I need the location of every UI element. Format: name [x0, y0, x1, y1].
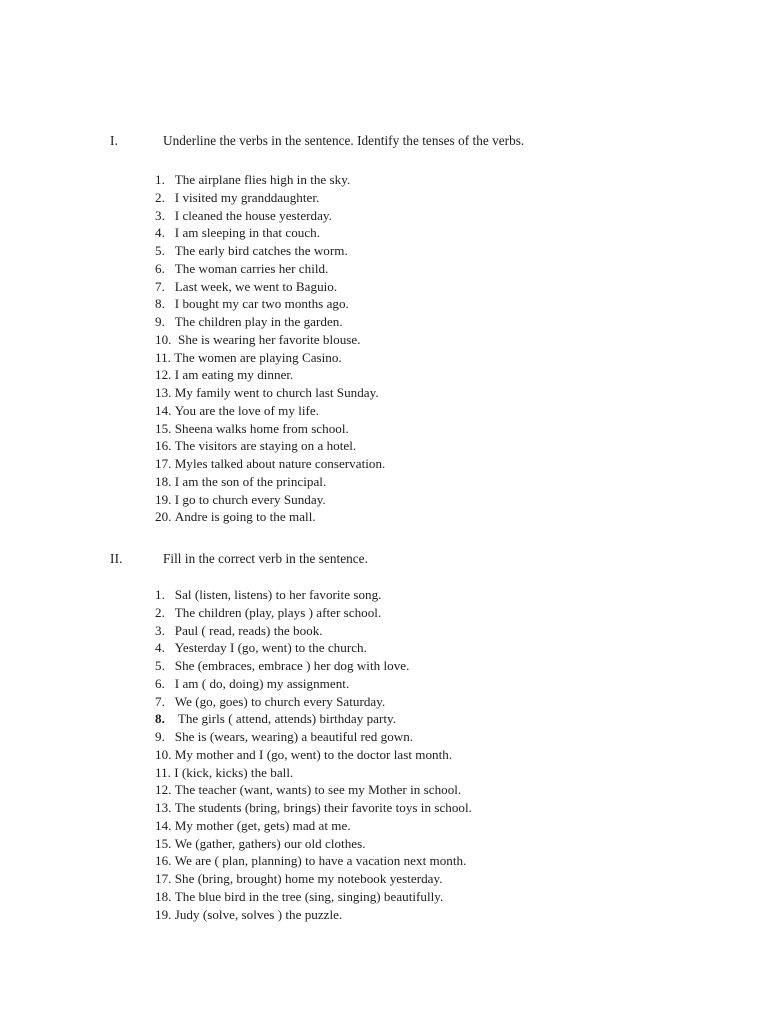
question-number: 10. — [155, 746, 172, 762]
question-number: 4. — [155, 640, 165, 656]
question-text: I visited my granddaughter. — [174, 189, 320, 205]
question-number: 2. — [155, 604, 165, 620]
question-number-gap — [165, 261, 175, 276]
question-number: 13. — [155, 385, 172, 400]
question-number: 3. — [155, 207, 165, 223]
question-item — [155, 349, 385, 367]
question-text: The blue bird in the tree (sing, singing) beautifully. — [174, 888, 444, 904]
question-number-gap — [165, 623, 175, 638]
question-text: The visitors are staying on a hotel. — [174, 438, 357, 454]
question-number: 7. — [155, 693, 165, 709]
question-item — [155, 402, 385, 420]
question-number: 18. — [155, 473, 172, 489]
question-text: The children play in the garden. — [174, 314, 343, 329]
question-text: The woman carries her child. — [174, 260, 329, 276]
question-number-gap — [165, 711, 175, 726]
question-number-gap — [165, 605, 175, 620]
question-text: We (go, goes) to church every Saturday. — [174, 693, 386, 709]
question-number-gap — [165, 658, 175, 673]
question-item — [155, 384, 385, 402]
question-text: I cleaned the house yesterday. — [174, 207, 332, 223]
question-text: Last week, we went to Baguio. — [174, 278, 338, 294]
question-item — [155, 224, 385, 242]
question-item — [155, 870, 472, 888]
question-text: The children (play, plays ) after school. — [174, 604, 382, 620]
question-text: She (bring, brought) home my notebook yesterday. — [174, 871, 443, 886]
question-number: 1. — [155, 587, 165, 602]
question-number-gap — [165, 587, 175, 602]
question-text: I am ( do, doing) my assignment. — [174, 675, 350, 691]
question-number-gap — [165, 225, 175, 240]
question-number: 7. — [155, 278, 165, 294]
question-text: Paul ( read, reads) the book. — [174, 622, 323, 638]
question-item — [155, 455, 385, 473]
question-number: 16. — [155, 853, 172, 869]
question-text: Judy (solve, solves ) the puzzle. — [174, 906, 343, 922]
question-item — [155, 171, 385, 189]
question-item — [155, 693, 472, 711]
question-item — [155, 491, 385, 509]
question-item — [155, 710, 472, 728]
question-number: 16. — [155, 438, 172, 454]
question-number-gap — [165, 243, 175, 258]
question-number: 11. — [155, 764, 171, 780]
question-item — [155, 799, 472, 817]
question-item — [155, 242, 385, 260]
section-two-title: Fill in the correct verb in the sentence. — [163, 551, 368, 566]
question-item — [155, 313, 385, 331]
question-number: 14. — [155, 817, 172, 833]
question-text: Yesterday I (go, went) to the church. — [174, 640, 367, 656]
question-item — [155, 764, 472, 782]
question-number: 5. — [155, 243, 165, 258]
question-text: We (gather, gathers) our old clothes. — [174, 835, 366, 851]
question-number: 14. — [155, 402, 172, 418]
question-number: 10. — [155, 331, 172, 347]
question-number: 18. — [155, 888, 172, 904]
question-item — [155, 508, 385, 526]
question-text: Andre is going to the mall. — [174, 509, 316, 525]
question-text: I bought my car two months ago. — [174, 296, 349, 312]
question-text: I am eating my dinner. — [174, 367, 294, 383]
question-text: My mother and I (go, went) to the doctor last month. — [174, 746, 453, 762]
question-item — [155, 437, 385, 455]
section-one — [0, 131, 768, 525]
section-one-heading — [0, 131, 768, 151]
question-number: 17. — [155, 871, 172, 886]
question-text: The early bird catches the worm. — [174, 243, 348, 258]
question-item — [155, 604, 472, 622]
question-text: Sal (listen, listens) to her favorite song. — [174, 587, 382, 602]
question-text: She is wearing her favorite blouse. — [174, 331, 361, 347]
question-text: Myles talked about nature conservation. — [174, 456, 386, 471]
question-number-gap — [165, 208, 175, 223]
question-number: 9. — [155, 729, 165, 744]
question-item — [155, 852, 472, 870]
question-item — [155, 189, 385, 207]
question-item — [155, 835, 472, 853]
question-text: She (embraces, embrace ) her dog with love. — [174, 658, 410, 673]
question-number-gap — [165, 279, 175, 294]
question-number-gap — [165, 676, 175, 691]
question-number-gap — [165, 640, 175, 655]
question-item — [155, 746, 472, 764]
question-text: I am sleeping in that couch. — [174, 225, 321, 241]
question-number: 4. — [155, 225, 165, 241]
question-item — [155, 622, 472, 640]
question-number-gap — [165, 694, 175, 709]
question-item — [155, 817, 472, 835]
question-text: Sheena walks home from school. — [174, 420, 349, 436]
question-number: 11. — [155, 349, 171, 365]
question-item — [155, 888, 472, 906]
question-text: I am the son of the principal. — [174, 473, 327, 489]
question-number-gap — [165, 296, 175, 311]
question-item — [155, 675, 472, 693]
question-item — [155, 366, 385, 384]
question-text: The teacher (want, wants) to see my Mother in school. — [174, 782, 462, 798]
question-number: 5. — [155, 658, 165, 673]
question-number: 1. — [155, 172, 165, 187]
question-item — [155, 781, 472, 799]
question-text: My mother (get, gets) mad at me. — [174, 817, 351, 833]
question-text: We are ( plan, planning) to have a vacation next month. — [174, 853, 467, 869]
section-one-numeral: I. — [110, 133, 119, 148]
question-text: I (kick, kicks) the ball. — [174, 764, 294, 780]
question-item — [155, 295, 385, 313]
question-item — [155, 639, 472, 657]
section-two-question-list — [155, 586, 472, 923]
question-number: 19. — [155, 906, 172, 922]
question-text: The students (bring, brings) their favorite toys in school. — [174, 800, 472, 815]
question-text: My family went to church last Sunday. — [174, 385, 379, 400]
question-item — [155, 260, 385, 278]
question-text: The women are playing Casino. — [174, 349, 342, 365]
question-number: 13. — [155, 800, 172, 815]
section-one-question-list — [155, 171, 385, 526]
question-text: The airplane flies high in the sky. — [174, 172, 351, 187]
question-number: 6. — [155, 260, 165, 276]
question-item — [155, 331, 385, 349]
question-number: 9. — [155, 314, 165, 329]
question-item — [155, 728, 472, 746]
question-number: 15. — [155, 835, 172, 851]
question-number: 2. — [155, 189, 165, 205]
section-two-numeral: II. — [110, 551, 123, 566]
section-one-title: Underline the verbs in the sentence. Identify the tenses of the verbs. — [163, 133, 525, 148]
question-number: 17. — [155, 456, 172, 471]
question-item — [155, 657, 472, 675]
question-item — [155, 420, 385, 438]
question-number: 19. — [155, 491, 172, 507]
question-text: She is (wears, wearing) a beautiful red gown. — [174, 729, 414, 744]
question-text: I go to church every Sunday. — [174, 491, 326, 507]
question-number-gap — [165, 190, 175, 205]
question-number-gap — [165, 314, 175, 329]
section-two — [0, 549, 768, 922]
question-number: 6. — [155, 675, 165, 691]
question-item — [155, 906, 472, 924]
question-number: 15. — [155, 420, 172, 436]
question-item — [155, 278, 385, 296]
question-number: 3. — [155, 622, 165, 638]
section-two-heading — [0, 549, 768, 569]
question-number: 8. — [155, 296, 165, 312]
question-number: 8. — [155, 711, 165, 727]
question-number: 12. — [155, 782, 172, 798]
question-number-gap — [165, 729, 175, 744]
question-text: The girls ( attend, attends) birthday party. — [174, 711, 397, 727]
question-item — [155, 586, 472, 604]
question-number: 12. — [155, 367, 172, 383]
question-number-gap — [165, 172, 175, 187]
question-item — [155, 207, 385, 225]
question-text: You are the love of my life. — [174, 402, 320, 418]
question-item — [155, 473, 385, 491]
question-number: 20. — [155, 509, 172, 525]
